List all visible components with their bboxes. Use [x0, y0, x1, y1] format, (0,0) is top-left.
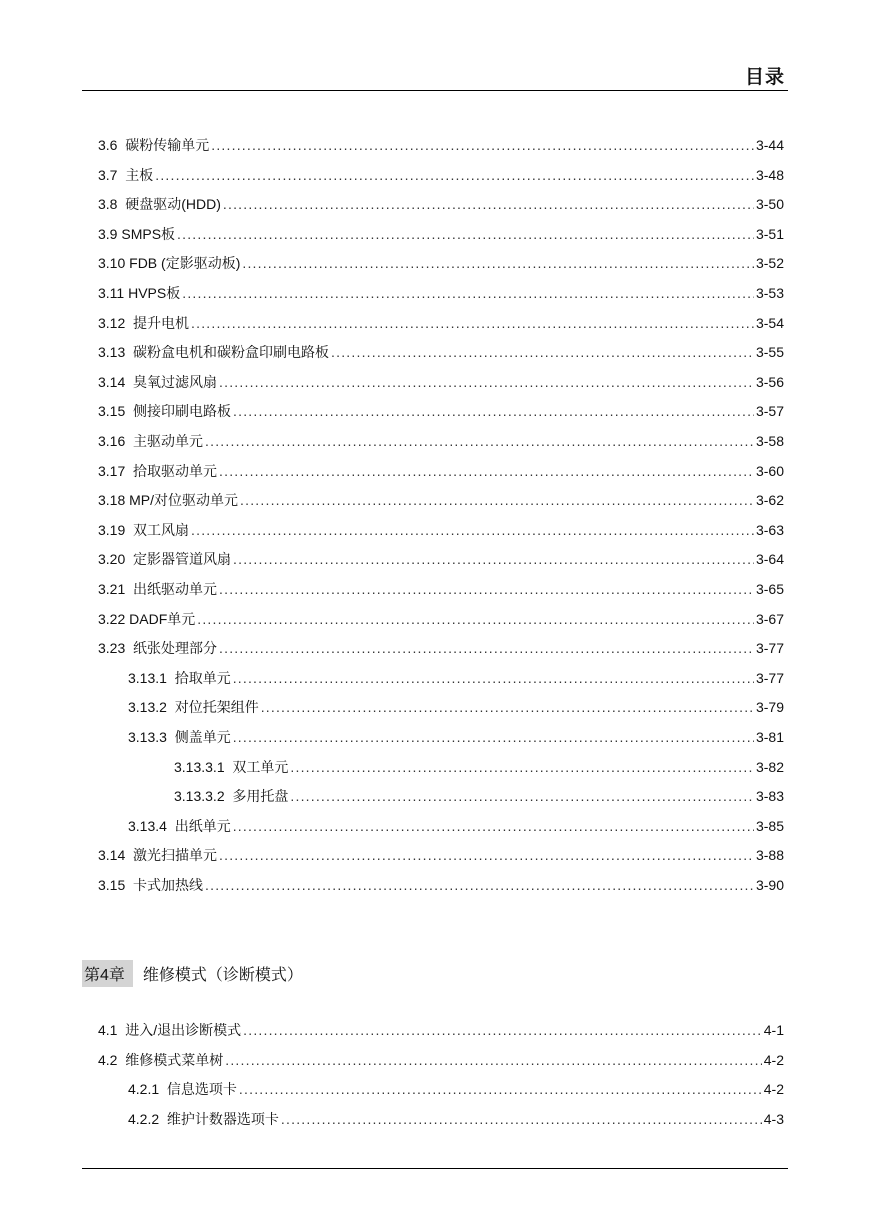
toc-entry-label: 3.14 激光扫描单元: [98, 847, 218, 864]
toc-entry-label: 4.2.1 信息选项卡: [128, 1081, 237, 1098]
dot-leader: [290, 758, 754, 776]
dot-leader: [242, 254, 754, 272]
toc-entry[interactable]: [98, 223, 784, 243]
toc-entry[interactable]: [174, 756, 784, 776]
toc-entry[interactable]: [128, 815, 784, 835]
toc-entry-page: 3-48: [755, 166, 784, 183]
toc-entry-label: 3.21 出纸驱动单元: [98, 581, 218, 597]
dot-leader: [177, 225, 754, 243]
dot-leader: [191, 521, 754, 539]
toc-entry[interactable]: [98, 1019, 784, 1039]
toc-entry-label: 3.6 碳粉传输单元: [98, 137, 210, 153]
toc-entry-label: 3.17 拾取驱动单元: [98, 462, 218, 479]
toc-entry-label: 3.12 提升电机: [98, 314, 190, 331]
dot-leader: [243, 1021, 762, 1039]
toc-entry-label: 3.15 卡式加热线: [98, 877, 204, 893]
toc-entry-label: 3.16 主驱动单元: [98, 433, 204, 449]
toc-entry-label: 4.2 维修模式菜单树: [98, 1051, 224, 1068]
toc-entry[interactable]: [98, 371, 784, 391]
toc-entry-label: 3.19 双工风扇: [98, 521, 190, 538]
toc-entry[interactable]: [98, 341, 784, 361]
toc-entry-page: 3-44: [755, 137, 784, 153]
toc-entry-page: 3-55: [755, 344, 784, 361]
toc-entry-label: 3.13.3 侧盖单元: [128, 729, 231, 745]
toc-entry-page: 4-1: [763, 1022, 784, 1038]
dot-leader: [219, 580, 754, 598]
toc-entry-label: 3.13 碳粉盒电机和碳粉盒印刷电路板: [98, 344, 330, 361]
toc-entry-label: 3.9 SMPS板: [98, 225, 176, 242]
toc-entry-page: 3-67: [755, 610, 784, 627]
toc-entry-label: 3.18 MP/对位驱动单元: [98, 492, 239, 509]
toc-entry-page: 3-63: [755, 521, 784, 538]
footer-rule: [82, 1168, 788, 1169]
toc-entry[interactable]: [98, 430, 784, 450]
toc-entry-label: 3.15 侧接印刷电路板: [98, 403, 232, 420]
dot-leader: [261, 698, 754, 716]
toc-entry-page: 3-54: [755, 314, 784, 331]
dot-leader: [281, 1110, 762, 1128]
dot-leader: [205, 876, 754, 894]
dot-leader: [223, 195, 754, 213]
toc-entry-label: 4.2.2 维护计数器选项卡: [128, 1110, 279, 1127]
toc-entry-page: 3-62: [755, 492, 784, 509]
toc-entry-page: 3-83: [755, 788, 784, 805]
toc-entry-page: 3-82: [755, 758, 784, 775]
toc-entry[interactable]: [98, 1049, 784, 1069]
toc-entry-label: 3.10 FDB (定影驱动板): [98, 255, 241, 272]
toc-entry[interactable]: [98, 193, 784, 213]
toc-entry-label: 3.13.1 拾取单元: [128, 669, 231, 686]
chapter-title: 维修模式（诊断模式）: [142, 967, 303, 984]
toc-entry[interactable]: [98, 844, 784, 864]
dot-leader: [211, 136, 754, 154]
toc-entry[interactable]: [128, 726, 784, 746]
toc-entry-page: 3-52: [755, 255, 784, 272]
toc-entry-page: 3-90: [755, 877, 784, 893]
dot-leader: [205, 432, 754, 450]
dot-leader: [219, 373, 754, 391]
dot-leader: [191, 314, 754, 332]
toc-entry-page: 3-81: [755, 729, 784, 745]
toc-entry-label: 3.13.3.1 双工单元: [174, 758, 289, 775]
toc-entry-page: 3-65: [755, 581, 784, 597]
toc-entry-label: 4.1 进入/退出诊断模式: [98, 1022, 242, 1038]
toc-entry-page: 4-3: [763, 1110, 784, 1127]
toc-entry-page: 3-88: [755, 847, 784, 864]
dot-leader: [155, 166, 754, 184]
toc-entry[interactable]: [128, 696, 784, 716]
toc-entry-label: 3.13.3.2 多用托盘: [174, 788, 289, 805]
toc-entry[interactable]: [98, 578, 784, 598]
dot-leader: [233, 550, 754, 568]
toc-entry-page: 3-51: [755, 225, 784, 242]
toc-entry[interactable]: [174, 785, 784, 805]
dot-leader: [233, 402, 754, 420]
toc-entry-label: 3.7 主板: [98, 166, 154, 183]
toc-entry-label: 3.11 HVPS板: [98, 285, 181, 301]
toc-entry-page: 3-50: [755, 196, 784, 213]
toc-entry-page: 4-2: [763, 1081, 784, 1098]
toc-entry-page: 3-56: [755, 373, 784, 390]
toc-entry-page: 3-79: [755, 699, 784, 716]
dot-leader: [233, 817, 754, 835]
dot-leader: [219, 462, 754, 480]
toc-entry[interactable]: [128, 1108, 784, 1128]
dot-leader: [219, 639, 754, 657]
toc-entry[interactable]: [98, 460, 784, 480]
toc-entry[interactable]: [98, 164, 784, 184]
toc-entry[interactable]: [98, 519, 784, 539]
toc-entry-label: 3.20 定影器管道风扇: [98, 551, 232, 568]
dot-leader: [290, 787, 754, 805]
toc-entry[interactable]: [98, 134, 784, 154]
toc-entry-page: 4-2: [763, 1051, 784, 1068]
toc-entry-label: 3.13.2 对位托架组件: [128, 699, 259, 716]
toc-entry-page: 3-60: [755, 462, 784, 479]
dot-leader: [225, 1051, 762, 1069]
toc-entry-label: 3.14 臭氧过滤风扇: [98, 373, 218, 390]
dot-leader: [239, 1080, 762, 1098]
toc-entry[interactable]: [128, 667, 784, 687]
toc-entry-page: 3-57: [755, 403, 784, 420]
toc-entry-label: 3.13.4 出纸单元: [128, 817, 231, 834]
dot-leader: [233, 669, 754, 687]
toc-entry[interactable]: [98, 548, 784, 568]
toc-entry-label: 3.22 DADF单元: [98, 610, 196, 627]
toc-entry[interactable]: [98, 874, 784, 894]
toc-entry[interactable]: [98, 312, 784, 332]
toc-entry-page: 3-53: [755, 285, 784, 301]
dot-leader: [219, 846, 754, 864]
toc-entry[interactable]: [98, 637, 784, 657]
page-title: 目录: [744, 67, 785, 88]
toc-entry[interactable]: [98, 400, 784, 420]
toc-entry-label: 3.23 纸张处理部分: [98, 640, 218, 657]
toc-entry[interactable]: [98, 608, 784, 628]
toc-entry-page: 3-77: [755, 669, 784, 686]
toc-entry-page: 3-64: [755, 551, 784, 568]
toc-entry[interactable]: [98, 489, 784, 509]
toc-entry-page: 3-58: [755, 433, 784, 449]
chapter-number: 第4章: [82, 960, 133, 987]
toc-entry-page: 3-85: [755, 817, 784, 834]
dot-leader: [240, 491, 754, 509]
toc-entry[interactable]: [98, 252, 784, 272]
dot-leader: [182, 284, 754, 302]
header-rule: [82, 90, 788, 91]
chapter-heading: [82, 960, 303, 987]
dot-leader: [233, 728, 754, 746]
toc-entry-label: 3.8 硬盘驱动(HDD): [98, 196, 221, 213]
toc-entry[interactable]: [128, 1078, 784, 1098]
dot-leader: [197, 610, 754, 628]
toc-entry[interactable]: [98, 282, 784, 302]
dot-leader: [331, 343, 754, 361]
toc-entry-page: 3-77: [755, 640, 784, 657]
